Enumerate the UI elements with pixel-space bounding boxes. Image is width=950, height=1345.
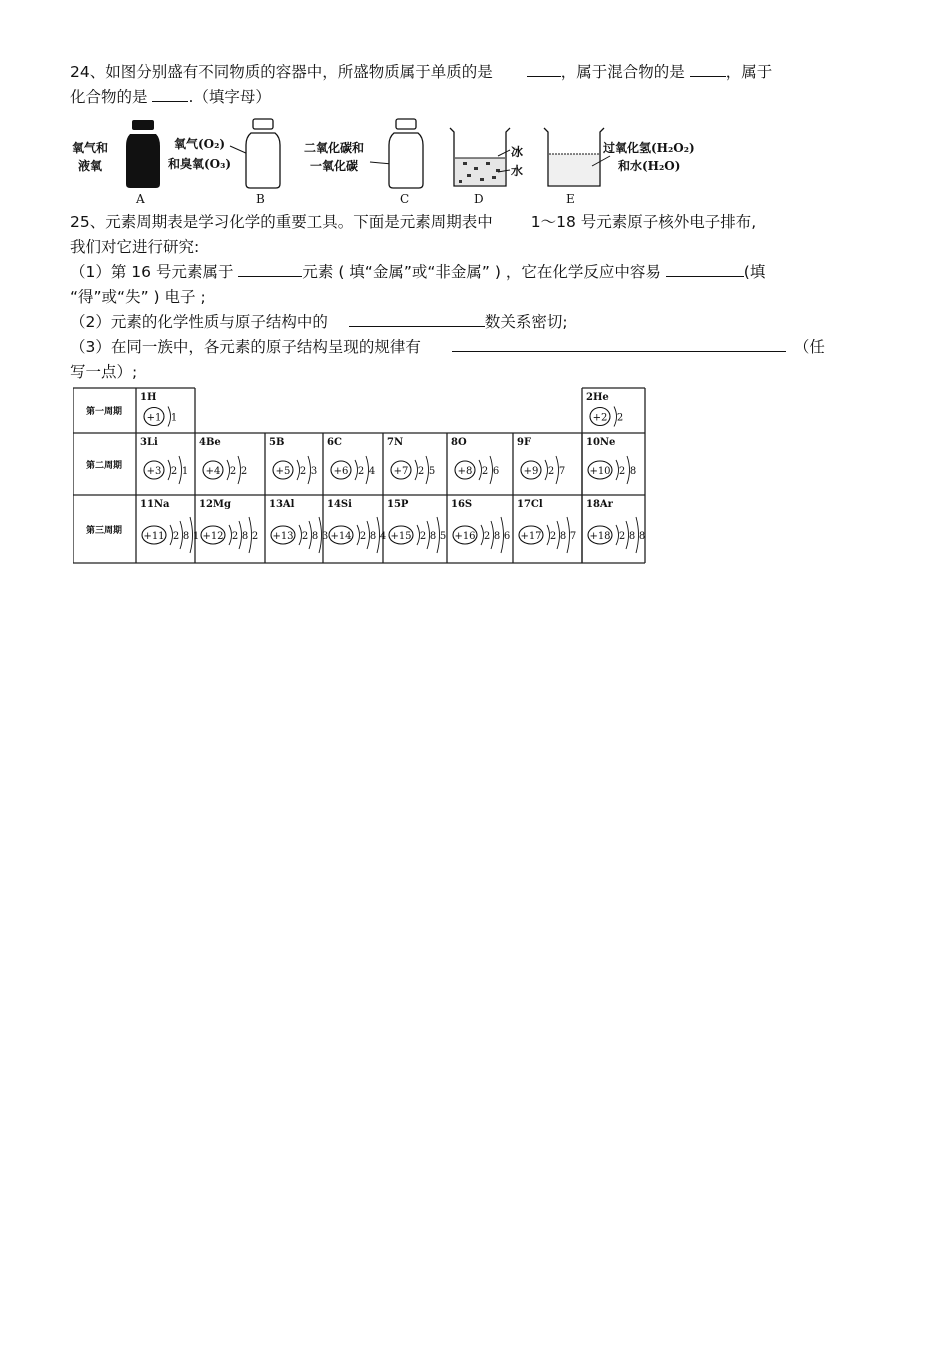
shell-electrons: 8 xyxy=(629,466,637,477)
element-label: 15P xyxy=(387,499,409,510)
shell-electrons: 3 xyxy=(321,531,329,542)
shell-electrons: 1 xyxy=(170,412,178,424)
answer-blank-pattern[interactable] xyxy=(452,337,786,352)
nucleus-charge: +6 xyxy=(333,466,349,477)
nucleus-charge: +8 xyxy=(457,466,473,477)
shell-electrons: 6 xyxy=(503,531,511,542)
shell-electrons: 2 xyxy=(483,531,491,542)
nucleus-charge: +3 xyxy=(146,466,162,477)
element-label: 8O xyxy=(451,437,467,448)
container-e-label2: 和水(H₂O) xyxy=(618,159,681,173)
element-label: 13Al xyxy=(269,499,295,510)
nucleus-charge: +1 xyxy=(146,412,162,424)
shell-electrons: 2 xyxy=(618,466,626,477)
nucleus-charge: +14 xyxy=(330,531,352,542)
element-label: 11Na xyxy=(140,499,170,510)
nucleus-charge: +13 xyxy=(272,531,294,542)
q24-line2: 化合物的是 .（填字母） xyxy=(70,88,271,106)
q25-part1: （1）第 16 号元素属于 元素 ( 填“金属”或“非金属” ) ，它在化学反应中容易 (填 xyxy=(70,263,766,281)
element-label: 12Mg xyxy=(199,499,231,510)
q25-part2: （2）元素的化学性质与原子结构中的 数关系密切; xyxy=(70,313,568,331)
answer-blank-mixture[interactable] xyxy=(690,62,726,77)
shell-electrons: 2 xyxy=(172,531,180,542)
shell-electrons: 2 xyxy=(481,466,489,477)
container-d-letter: D xyxy=(474,192,484,206)
q25-part3: （3）在同一族中，各元素的原子结构呈现的规律有 （任 xyxy=(70,338,825,356)
element-label: 17Cl xyxy=(517,499,543,510)
element-label: 18Ar xyxy=(586,499,613,510)
answer-blank-16-type[interactable] xyxy=(238,262,302,277)
shell-electrons: 7 xyxy=(558,466,566,477)
shell-electrons: 1 xyxy=(192,531,200,542)
container-c-label1: 二氧化碳和 xyxy=(304,141,365,155)
answer-blank-property[interactable] xyxy=(349,312,485,327)
shell-electrons: 2 xyxy=(357,466,365,477)
element-label: 7N xyxy=(387,437,404,448)
periodic-table xyxy=(73,387,648,565)
bottle-a xyxy=(126,134,160,188)
answer-blank-element[interactable] xyxy=(527,62,561,77)
q25-part3-line2: 写一点）; xyxy=(70,363,138,381)
nucleus-charge: +2 xyxy=(592,412,608,424)
nucleus-charge: +16 xyxy=(454,531,476,542)
element-label: 6C xyxy=(327,437,342,448)
shell-electrons: 2 xyxy=(240,466,248,477)
element-label: 16S xyxy=(451,499,473,510)
containers-figure xyxy=(70,112,720,210)
element-label: 4Be xyxy=(199,437,221,448)
element-label: 9F xyxy=(517,437,532,448)
q25-line1: 25、元素周期表是学习化学的重要工具。下面是元素周期表中 1～18 号元素原子核外电子排布, xyxy=(70,213,757,231)
q25-line2: 我们对它进行研究: xyxy=(70,238,200,256)
container-a-letter: A xyxy=(136,192,145,206)
nucleus-charge: +17 xyxy=(520,531,542,542)
nucleus-charge: +9 xyxy=(523,466,539,477)
shell-electrons: 2 xyxy=(547,466,555,477)
container-b-label2: 和臭氧(O₃) xyxy=(168,157,232,171)
container-b-letter: B xyxy=(256,192,265,206)
container-e-label1: 过氧化氢(H₂O₂) xyxy=(603,141,695,155)
nucleus-charge: +7 xyxy=(393,466,409,477)
shell-electrons: 8 xyxy=(429,531,437,542)
shell-electrons: 5 xyxy=(439,531,447,542)
shell-electrons: 8 xyxy=(638,531,646,542)
element-label: 1H xyxy=(140,392,157,403)
container-d-label1: 冰 xyxy=(511,145,524,159)
element-label: 5B xyxy=(269,437,285,448)
shell-electrons: 2 xyxy=(359,531,367,542)
shell-electrons: 2 xyxy=(299,466,307,477)
shell-electrons: 3 xyxy=(310,466,318,477)
nucleus-charge: +15 xyxy=(390,531,412,542)
shell-electrons: 4 xyxy=(379,531,387,542)
nucleus-charge: +11 xyxy=(143,531,165,542)
element-label: 14Si xyxy=(327,499,352,510)
container-d-label2: 水 xyxy=(511,164,524,178)
period-label: 第二周期 xyxy=(85,461,123,471)
container-c-label2: 一氧化碳 xyxy=(310,159,359,173)
nucleus-charge: +5 xyxy=(275,466,291,477)
shell-electrons: 8 xyxy=(182,531,190,542)
shell-electrons: 2 xyxy=(417,466,425,477)
shell-electrons: 7 xyxy=(569,531,577,542)
shell-electrons: 8 xyxy=(559,531,567,542)
shell-electrons: 8 xyxy=(241,531,249,542)
shell-electrons: 2 xyxy=(251,531,259,542)
shell-electrons: 2 xyxy=(170,466,178,477)
shell-electrons: 2 xyxy=(301,531,309,542)
shell-electrons: 2 xyxy=(229,466,237,477)
q24-line1: 24、如图分别盛有不同物质的容器中，所盛物质属于单质的是 ，属于混合物的是 ，属于 xyxy=(70,63,773,81)
shell-electrons: 2 xyxy=(616,412,624,424)
nucleus-charge: +10 xyxy=(589,466,611,477)
container-b-label1: 氧气(O₂) xyxy=(174,137,226,151)
nucleus-charge: +18 xyxy=(589,531,611,542)
element-label: 3Li xyxy=(140,437,158,448)
shell-electrons: 2 xyxy=(419,531,427,542)
nucleus-charge: +4 xyxy=(205,466,221,477)
nucleus-charge: +12 xyxy=(202,531,224,542)
shell-electrons: 2 xyxy=(231,531,239,542)
element-label: 2He xyxy=(586,392,609,403)
answer-blank-compound[interactable] xyxy=(152,87,188,102)
answer-blank-16-gain-lose[interactable] xyxy=(666,262,744,277)
shell-electrons: 2 xyxy=(618,531,626,542)
bottle-a-cap xyxy=(132,120,154,130)
container-a-label2: 液氧 xyxy=(78,159,103,173)
shell-electrons: 2 xyxy=(549,531,557,542)
shell-electrons: 8 xyxy=(369,531,377,542)
container-c-letter: C xyxy=(400,192,410,206)
q25-part1-line2: “得”或“失” ) 电子 ; xyxy=(70,288,206,306)
shell-electrons: 8 xyxy=(493,531,501,542)
container-e-letter: E xyxy=(566,192,575,206)
shell-electrons: 4 xyxy=(368,466,376,477)
period-label: 第三周期 xyxy=(85,526,123,536)
period-label: 第一周期 xyxy=(85,407,123,417)
shell-electrons: 5 xyxy=(428,466,436,477)
element-label: 10Ne xyxy=(586,437,616,448)
container-a-label1: 氧气和 xyxy=(72,141,109,155)
shell-electrons: 1 xyxy=(181,466,189,477)
shell-electrons: 8 xyxy=(311,531,319,542)
shell-electrons: 8 xyxy=(628,531,636,542)
shell-electrons: 6 xyxy=(492,466,500,477)
bottle-b xyxy=(246,133,280,188)
bottle-c xyxy=(389,133,423,188)
